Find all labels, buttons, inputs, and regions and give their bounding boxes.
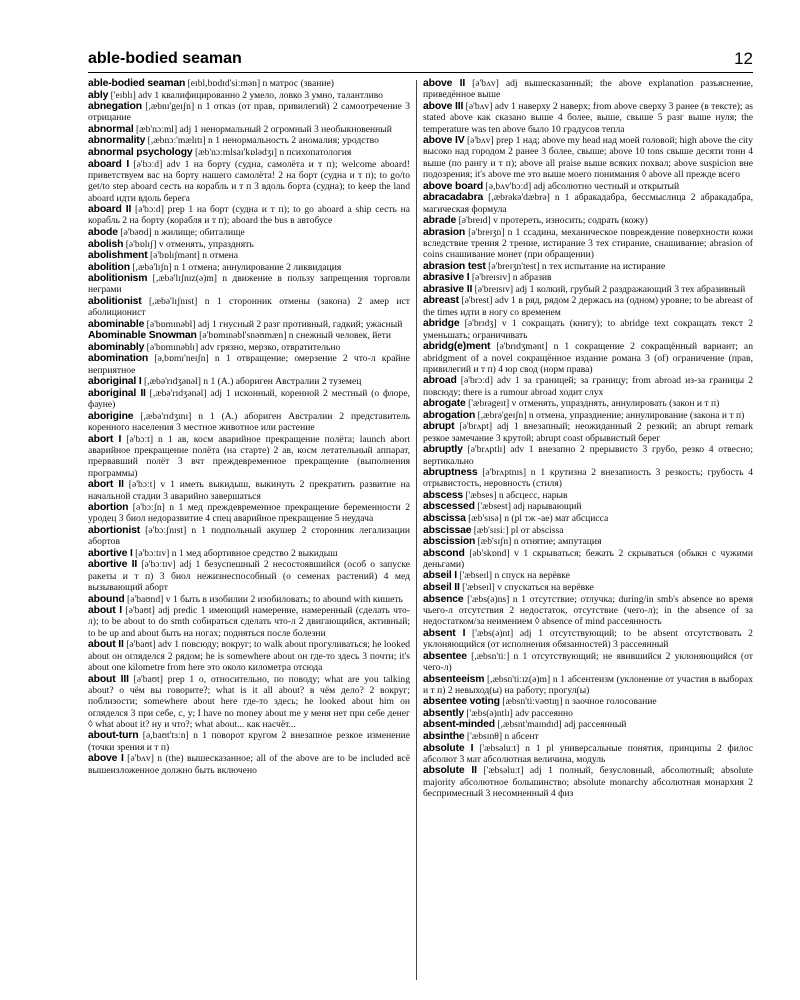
entry-definition: [ə'breɪsɪv] n абразив [469,272,552,284]
entry-definition: [ə'bɒlɪʃmənt] n отмена [147,250,239,262]
dictionary-entry [88,594,410,605]
entry-headword: abolitionist [88,295,142,307]
dictionary-entry [423,743,753,766]
dictionary-entry [423,719,753,730]
entry-definition: [ə'bɔːd] adv 1 на борту (судна, самолёта и т п); welcome aboard! приветствуем вас на борту нашего самолёта! 2 на борт (судна и т п); to go/to get/to step aboard сесть на корабль и т п 3 вдоль борта (судна); to keep the land aboard идти вдоль берега [88,158,410,204]
entry-headword: aboard I [88,158,130,170]
entry-headword: abseil I [423,570,458,582]
dictionary-entry [423,192,753,215]
entry-headword: absentee voting [423,696,500,708]
entry-definition: [,æbə'lɪʃn] n 1 отмена; аннулирование 2 ликвидация [129,261,342,273]
entry-headword: abnormal [88,123,134,135]
dictionary-entry [88,730,410,753]
entry-definition: [ə'baʊt] adv 1 повсюду; вокруг; to walk about прогуливаться; he looked about он огляделся 2 рядом; he is somewhere about он где-то здесь 3 почти; it's about one kilometre from here это около километра отсюда [88,639,410,673]
dictionary-entry [88,330,410,341]
dictionary-entry [88,296,410,319]
dictionary-entry [423,135,753,180]
entry-definition: [æb'nɔːmlsaɪ'kɒlədʒɪ] n психопатология [192,147,352,158]
entry-headword: abracadabra [423,192,484,204]
column-divider [416,80,417,980]
entry-definition: ['æbrəgeɪt] v отменять, упразднять, аннулировать (закон и т п) [465,398,720,410]
entry-definition: [,æbə'lɪʃnɪst] n 1 сторонник отмены (закона) 2 амер ист аболиционист [88,295,410,319]
dictionary-entry [88,388,410,411]
entry-headword: abreast [423,295,459,307]
entry-definition: [ə'baʊt] adj predic 1 имеющий намерение, намеренный (сделать что-л); to be about to do smth собираться сделать что-л 2 двигающийся, активный; to be up and about быть на ногах; подняться после болезни [88,605,410,639]
entry-definition: [ə'bɒmɪnəbl'snəʊmæn] n снежный человек, йети [196,330,391,342]
dictionary-entry [423,341,753,375]
entry-headword: abscess [423,489,463,501]
entry-definition: [ə'bʌv] adv 1 наверху 2 наверх; from above сверху 3 ранее (в тексте); as stated above как сказано выше 4 более, выше, свыше 5 разг выше нуля; the temperature was ten above было 10 градусов тепла [423,100,753,135]
dictionary-entry [423,594,753,628]
entry-definition: [,æbrə'geɪʃn] n отмена, упразднение; аннулирование (закона и т п) [475,409,745,421]
entry-definition: [æb'nɔːml] adj 1 ненормальный 2 огромный 3 необыкновенный [133,123,392,135]
entry-definition: [ə'bʌv] n (the) вышесказанное; all of the above are to be included всё вышеизложенное должно быть включено [88,753,410,776]
entry-headword: abrogate [423,398,466,410]
entry-headword: abortion [88,502,129,514]
entry-definition: ['æbsəluːt] adj 1 полный, безусловный, абсолютный; absolute majority абсолютное большинство; absolute monarchy абсолютная монархия 2 беспримесный 3 несомненный 4 физ [423,765,753,800]
dictionary-entry [423,318,753,341]
entry-headword: absence [423,593,464,605]
entry-definition: [ə'breɪʒn] n 1 ссадина, механическое повреждение поверхности кожи вследствие трения 2 трение, истирание 3 тех стирание, снашивание; abrasion of coins снашивание монет (при обращении) [423,226,753,261]
entry-definition: [,æbə'rɪdʒɪnɪ] n 1 (A.) абориген Австралии 2 представитель коренного населения 3 местное животное или растение [88,410,410,434]
dictionary-entry [423,375,753,398]
entry-headword: abominable [88,318,145,330]
entry-headword: absenteeism [423,673,485,685]
entry-definition: ['æbsəluːt] n 1 pl универсальные понятия, принципы 2 филос абсолют 3 мат абсолютная величина, модуль [423,742,753,765]
entry-headword: abscissa [423,513,466,524]
dictionary-entry [88,239,410,250]
dictionary-entry [88,101,410,124]
entry-definition: [ə'breɪsɪv] adj 1 колкий, грубый 2 раздражающий 3 тех абразивный [472,283,746,295]
entry-definition: [ə'bɔːd] prep 1 на борт (судна и т п); to go aboard a ship сесть на корабль 2 на борту (корабля и т п); aboard the bus в автобусе [88,204,410,227]
entry-definition: [ə'breɪd] v протереть, износить; содрать (кожу) [456,215,648,227]
entry-headword: abrade [423,215,457,227]
dictionary-entry [423,548,753,571]
entry-definition: [ə'brɪdʒmənt] n 1 сокращение 2 сокращённый вариант; an abridgment of a novel сокращённое издание романа 3 (of) ограничение (прав, привилегий и т п) 4 юр свод (норм права) [423,341,753,375]
dictionary-entry [88,90,410,101]
dictionary-entry [88,262,410,273]
dictionary-entry [88,411,410,434]
dictionary-entry [88,78,410,89]
entry-headword: abscissae [423,524,472,536]
dictionary-entry [423,501,753,512]
entry-headword: abrogation [423,409,476,421]
entry-definition: [æb'sɪsiː] pl от abscissa [471,524,564,536]
entry-headword: above III [423,100,464,112]
entry-definition: [ə'bɒlɪʃ] v отменять, упразднять [123,238,254,250]
entry-definition: [,æbə'rɪdʒənəl] n 1 (A.) абориген Австралии 2 туземец [141,376,362,388]
entry-headword: abscond [423,547,465,559]
entry-definition: [ə'baʊt] prep 1 о, относительно, по поводу; what are you talking about? о чём вы говорите?; what is it all about? в чём дело? 2 вокруг; поблизости; somewhere about here где-то здесь; he looked about him он огляделся 3 при себе, с, у; I have no money about me у меня нет при себе денег ◊ what about it? ну и что?; what about... как насчёт... [88,673,410,730]
dictionary-entry [88,639,410,673]
running-head [88,50,753,73]
entry-definition: [əb'skɒnd] v 1 скрываться; бежать 2 скрываться (обыкн с чужими деньгами) [423,547,753,570]
entry-headword: absolute II [423,765,477,777]
entry-headword: abort II [88,479,124,491]
entry-headword: absentee [423,650,467,662]
dictionary-entry [423,490,753,501]
dictionary-entry [88,342,410,353]
running-headword: able-bodied seaman [88,50,242,67]
dictionary-entry [88,376,410,387]
entry-definition: [ə'brest] adv 1 в ряд, рядом 2 держась на (одном) уровне; to be abreast of the times идти в ногу со временем [423,295,753,318]
entry-headword: aboriginal I [88,376,142,388]
entry-headword: abolitionism [88,273,148,285]
entry-headword: absent I [423,627,466,639]
entry-definition: [,æbnɔː'mælɪtɪ] n 1 ненормальность 2 аномалия; уродство [145,135,379,147]
entry-definition: [ə'bɒmɪnəbl] adj 1 гнусный 2 разг противный, гадкий; ужасный [144,318,403,330]
entry-headword: about-turn [88,730,139,742]
entry-definition: [ə,baʊt'tɜːn] n 1 поворот кругом 2 внезапное резкое изменение (точки зрения и т п) [88,730,410,753]
dictionary-entry [423,101,753,135]
entry-definition: [ə'bɔːʃn] n 1 мед преждевременное прекращение беременности 2 уродец 3 биол недоразвитие 4 спец аварийное прекращение 5 неудача [88,502,410,525]
dictionary-entry [423,272,753,283]
entry-definition: ['æbsest] adj нарывающий [474,501,582,513]
dictionary-entry [423,398,753,409]
right-column [423,78,753,983]
dictionary-entry [423,674,753,697]
entry-headword: abseil II [423,582,460,593]
entry-definition: ['æbseɪl] n спуск на верёвке [457,570,570,582]
entry-definition: [æb'sɪʃn] n отнятие; ампутация [475,536,602,548]
entry-headword: aborigine [88,410,134,422]
entry-definition: [ə'brʌpt] adj 1 внезапный; неожиданный 2 резкий; an abrupt remark резкое замечание 3 крутой; abrupt coast обрывистый берег [423,421,753,444]
entry-headword: abortive II [88,559,138,571]
dictionary-entry [88,548,410,559]
entry-headword: abominably [88,341,145,353]
dictionary-entry [423,181,753,192]
entry-headword: abound [88,593,125,605]
entry-definition: [,æbsn'tiːɪz(ə)m] n 1 абсентеизм (уклонение от участия в выборах и т п) 2 невыход(ы) на работу; прогул(ы) [423,673,753,696]
dictionary-entry [88,135,410,146]
entry-headword: absently [423,707,464,719]
dictionary-entry [423,284,753,295]
entry-definition: [ə'breɪʒn'test] n тех испытание на истирание [485,260,666,272]
entry-definition: ['æbseɪl] v спускаться на верёвке [459,582,594,593]
dictionary-entry [88,479,410,502]
entry-definition: [ə,bʌv'bɔːd] adj абсолютно честный и открытый [483,180,680,192]
left-column [88,78,410,983]
dictionary-entry [423,536,753,547]
dictionary-entry [88,124,410,135]
entry-headword: abrasive I [423,272,470,284]
entry-definition: [ə'bɔːtɪv] adj 1 безуспешный 2 несостоявшийся (особ о запуске ракеты и т п) 3 биол нежизнеспособный (о семенах растений) 4 мед вызывающий аборт [88,559,410,593]
entry-headword: Abominable Snowman [88,330,197,342]
entry-headword: abolishment [88,250,148,262]
entry-headword: abrasive II [423,283,473,295]
dictionary-entry [423,261,753,272]
entry-headword: abroad [423,375,457,387]
entry-headword: absent-minded [423,719,495,731]
entry-headword: abridg(e)ment [423,341,491,353]
entry-headword: abruptly [423,444,463,456]
dictionary-entry [423,696,753,707]
entry-definition: ['æbs(ə)ntlɪ] adv рассеянно [463,707,573,719]
dictionary-entry [423,295,753,318]
entry-headword: absinthe [423,730,465,742]
dictionary-entry [88,559,410,593]
dictionary-entry [88,204,410,227]
entry-definition: ['æbs(ə)nt] adj 1 отсутствующий; to be absent отсутствовать 2 уклоняющийся (от исполнения обязанностей) 3 рассеянный [423,627,753,651]
dictionary-entry [88,250,410,261]
entry-definition: [ə,bɒmɪ'neɪʃn] n 1 отвращение; омерзение 2 что-л крайне неприятное [88,353,410,376]
dictionary-entry [88,227,410,238]
dictionary-entry [88,147,410,158]
entry-definition: [ə'baʊnd] v 1 быть в изобилии 2 изобиловать; to abound with кишеть [124,593,403,605]
entry-headword: abridge [423,318,460,330]
entry-definition: [ə'bɔːʃnɪst] n 1 подпольный акушер 2 сторонник легализации абортов [88,524,410,548]
entry-headword: abomination [88,353,149,365]
dictionary-entry [423,731,753,742]
entry-definition: [æb'sɪsə] n (pl тж -ae) мат абсцисса [465,513,609,524]
entry-headword: above II [423,78,466,89]
entry-definition: [ə'brʌptlɪ] adv 1 внезапно 2 прерывисто 3 грубо, резко 4 отвесно; вертикально [423,444,753,467]
entry-headword: abort I [88,433,122,445]
entry-headword: ably [88,89,109,101]
entry-definition: [ə'bɔːtɪv] n 1 мед абортивное средство 2 выкидыш [132,547,338,559]
entry-headword: about I [88,605,123,617]
entry-headword: able-bodied seaman [88,78,186,89]
dictionary-entry [88,319,410,330]
entry-definition: [eɪbl,bɒdɪd'siːmən] n матрос (звание) [185,78,334,89]
entry-definition: [,æbə'rɪdʒənəl] adj 1 исконный, коренной 2 местный (о флоре, фауне) [88,387,410,411]
dictionary-entry [88,525,410,548]
dictionary-entry [88,434,410,479]
page-number: 12 [734,49,753,68]
entry-headword: abnegation [88,101,142,113]
entry-headword: abrasion test [423,260,486,272]
dictionary-entry [423,765,753,799]
entry-definition: ['æbsɪnθ] n абсент [464,730,539,742]
entry-definition: [ə'bɔːt] n 1 ав, косм аварийное прекращение полёта; launch abort аварийное прекращение полёта (на старте) 2 ав, косм летательный аппарат, прервавший полёт 3 вчт преждевременное прекращение (выполнения программы) [88,433,410,479]
entry-definition: [ə'bʌv] adj вышесказанный; the above explanation разъяснение, приведённое выше [423,78,753,101]
entry-headword: abode [88,226,118,238]
entry-definition: [ə'bɒmɪnəblɪ] adv грязно, мерзко, отвратительно [144,341,341,353]
dictionary-entry [423,651,753,674]
entry-headword: abolition [88,261,130,273]
entry-headword: abrasion [423,226,466,238]
entry-definition: [,æbrəkə'dæbrə] n 1 абракадабра, бессмыслица 2 абракадабра, магическая формула [423,192,753,215]
dictionary-entry [423,467,753,490]
dictionary-entry [423,421,753,444]
entry-definition: ['æbs(ə)ns] n 1 отсутствие; отлучка; during/in smb's absence во время чьего-л отсутствия 2 недостаток, отсутствие (чего-л); in the absence of за недостатком/за неимением ◊ absence of mind рассеянность [423,593,753,628]
entry-headword: abscessed [423,501,475,513]
entry-definition: [,æbnɪ'geɪʃn] n 1 отказ (от прав, привилегий) 2 самоотречение 3 отрицание [88,101,410,124]
entry-headword: abolish [88,238,124,250]
entry-headword: abnormality [88,135,146,147]
dictionary-entry [423,410,753,421]
entry-headword: aboriginal II [88,387,146,399]
entry-definition: ['æbses] n абсцесс, нарыв [462,489,568,501]
entry-definition: [æbsn'tiːvəʊtɪŋ] n заочное голосование [499,696,657,708]
entry-headword: abruptness [423,467,478,479]
dictionary-entry [423,628,753,651]
entry-headword: above I [88,753,124,765]
entry-definition: [ə'bɔːt] v 1 иметь выкидыш, выкинуть 2 прекратить развитие на начальной стадии 3 аварийно завершаться [88,479,410,502]
entry-definition: ['eɪblɪ] adv 1 квалифицированно 2 умело, ловко 3 умно, талантливо [108,89,383,101]
dictionary-entry [88,753,410,776]
dictionary-entry [423,525,753,536]
entry-headword: abnormal psychology [88,147,193,158]
entry-definition: [ə'brʌptnɪs] n 1 крутизна 2 внезапность 3 резкость; грубость 4 отрывистость, неровность (стиля) [423,467,753,490]
dictionary-entry [423,215,753,226]
entry-headword: about II [88,639,124,651]
dictionary-entry [423,708,753,719]
dictionary-entry [423,582,753,593]
entry-headword: above board [423,180,484,192]
entry-headword: above IV [423,135,465,147]
entry-definition: [,æbsn'tiː] n 1 отсутствующий; не явившийся 2 уклоняющийся (от чего-л) [423,650,753,673]
dictionary-entry [423,444,753,467]
entry-headword: abortive I [88,547,133,559]
entry-headword: abscission [423,536,476,548]
dictionary-entry [88,605,410,639]
entry-definition: [,æbsnt'maɪndɪd] adj рассеянный [494,719,627,731]
entry-headword: about III [88,673,129,685]
dictionary-entry [423,570,753,581]
entry-headword: abrupt [423,421,455,433]
dictionary-entry [88,674,410,731]
entry-definition: [ə'bəʊd] n жилище; обиталище [117,226,245,238]
dictionary-entry [423,78,753,101]
dictionary-entry [88,353,410,376]
dictionary-entry [88,273,410,296]
entry-headword: aboard II [88,204,132,216]
entry-headword: abortionist [88,524,141,536]
dictionary-entry [423,513,753,524]
entry-definition: [,æbə'lɪʃnɪz(ə)m] n движение в пользу запрещения торговли неграми [88,273,410,296]
entry-headword: absolute I [423,742,474,754]
entry-definition: [ə'bʌv] prep 1 над; above my head над моей головой; high above the city высоко над городом 2 ранее 3 более, свыше; above 10 tons свыше десяти тонн 4 выше (по рангу и т п); above all praise выше всяких похвал; above suspicion вне подозрения; it's above me это выше моего понимания ◊ above all прежде всего [423,135,753,181]
dictionary-entry [88,502,410,525]
dictionary-entry [88,159,410,204]
entry-definition: [ə'brɪdʒ] v 1 сокращать (книгу); to abridge text сокращать текст 2 уменьшать; ограничивать [423,318,753,341]
entry-definition: [ə'brɔːd] adv 1 за границей; за границу; from abroad из-за границы 2 повсюду; there is a rumour abroad ходит слух [423,375,753,398]
dictionary-entry [423,227,753,261]
